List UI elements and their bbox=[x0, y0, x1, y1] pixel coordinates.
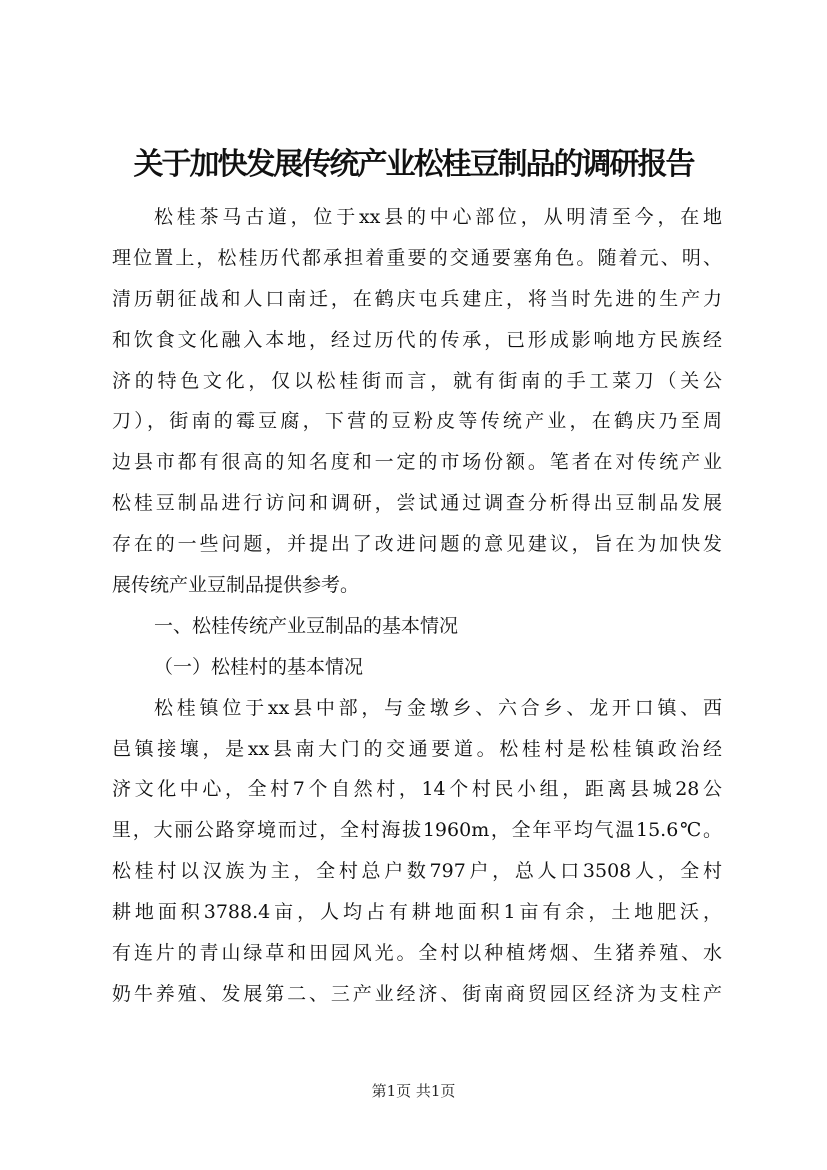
text-line: 存在的一些问题，并提出了改进问题的意见建议，旨在为加快发 bbox=[112, 533, 722, 556]
text-line: 边县市都有很高的知名度和一定的市场份额。笔者在对传统产业 bbox=[112, 451, 722, 474]
text-line: 济文化中心，全村7个自然村，14个村民小组，距离县城28公 bbox=[112, 778, 722, 801]
text-line: 奶牛养殖、发展第二、三产业经济、街南商贸园区经济为支柱产 bbox=[112, 982, 722, 1005]
page-footer: 第1页 共1页 bbox=[371, 1082, 456, 1100]
paragraph-intro bbox=[112, 197, 722, 606]
text-line: 邑镇接壤，是xx县南大门的交通要道。松桂村是松桂镇政治经 bbox=[112, 737, 722, 760]
section-heading: 一、松桂传统产业豆制品的基本情况 bbox=[154, 614, 459, 637]
text-line: 展传统产业豆制品提供参考。 bbox=[112, 574, 360, 597]
text-line: 有连片的青山绿草和田园风光。全村以种植烤烟、生猪养殖、水 bbox=[112, 942, 722, 965]
document-title: 关于加快发展传统产业松桂豆制品的调研报告 bbox=[133, 147, 694, 182]
text-line: 松桂豆制品进行访问和调研，尝试通过调查分析得出豆制品发展 bbox=[112, 492, 722, 515]
text-line: 和饮食文化融入本地，经过历代的传承，已形成影响地方民族经 bbox=[112, 328, 722, 351]
text-line: 理位置上，松桂历代都承担着重要的交通要塞角色。随着元、明、 bbox=[112, 246, 722, 269]
text-line: 耕地面积3788.4亩，人均占有耕地面积1亩有余，土地肥沃， bbox=[112, 901, 722, 924]
text-line: 清历朝征战和人口南迁，在鹤庆屯兵建庄，将当时先进的生产力 bbox=[112, 287, 722, 310]
text-line: 里，大丽公路穿境而过，全村海拔1960m，全年平均气温15.6℃。 bbox=[112, 819, 722, 842]
text-line: 松桂镇位于xx县中部，与金墩乡、六合乡、龙开口镇、西 bbox=[154, 696, 722, 719]
text-line: 松桂茶马古道，位于xx县的中心部位，从明清至今，在地 bbox=[154, 206, 722, 228]
text-line: 济的特色文化，仅以松桂街而言，就有街南的手工菜刀（关公 bbox=[112, 369, 722, 392]
document-body bbox=[112, 197, 722, 1015]
text-line: 刀），街南的霉豆腐，下营的豆粉皮等传统产业，在鹤庆乃至周 bbox=[112, 410, 722, 433]
paragraph-village bbox=[112, 688, 722, 1015]
subsection-heading: （一）松桂村的基本情况 bbox=[154, 655, 364, 678]
text-line: 松桂村以汉族为主，全村总户数797户，总人口3508人，全村 bbox=[112, 860, 722, 883]
